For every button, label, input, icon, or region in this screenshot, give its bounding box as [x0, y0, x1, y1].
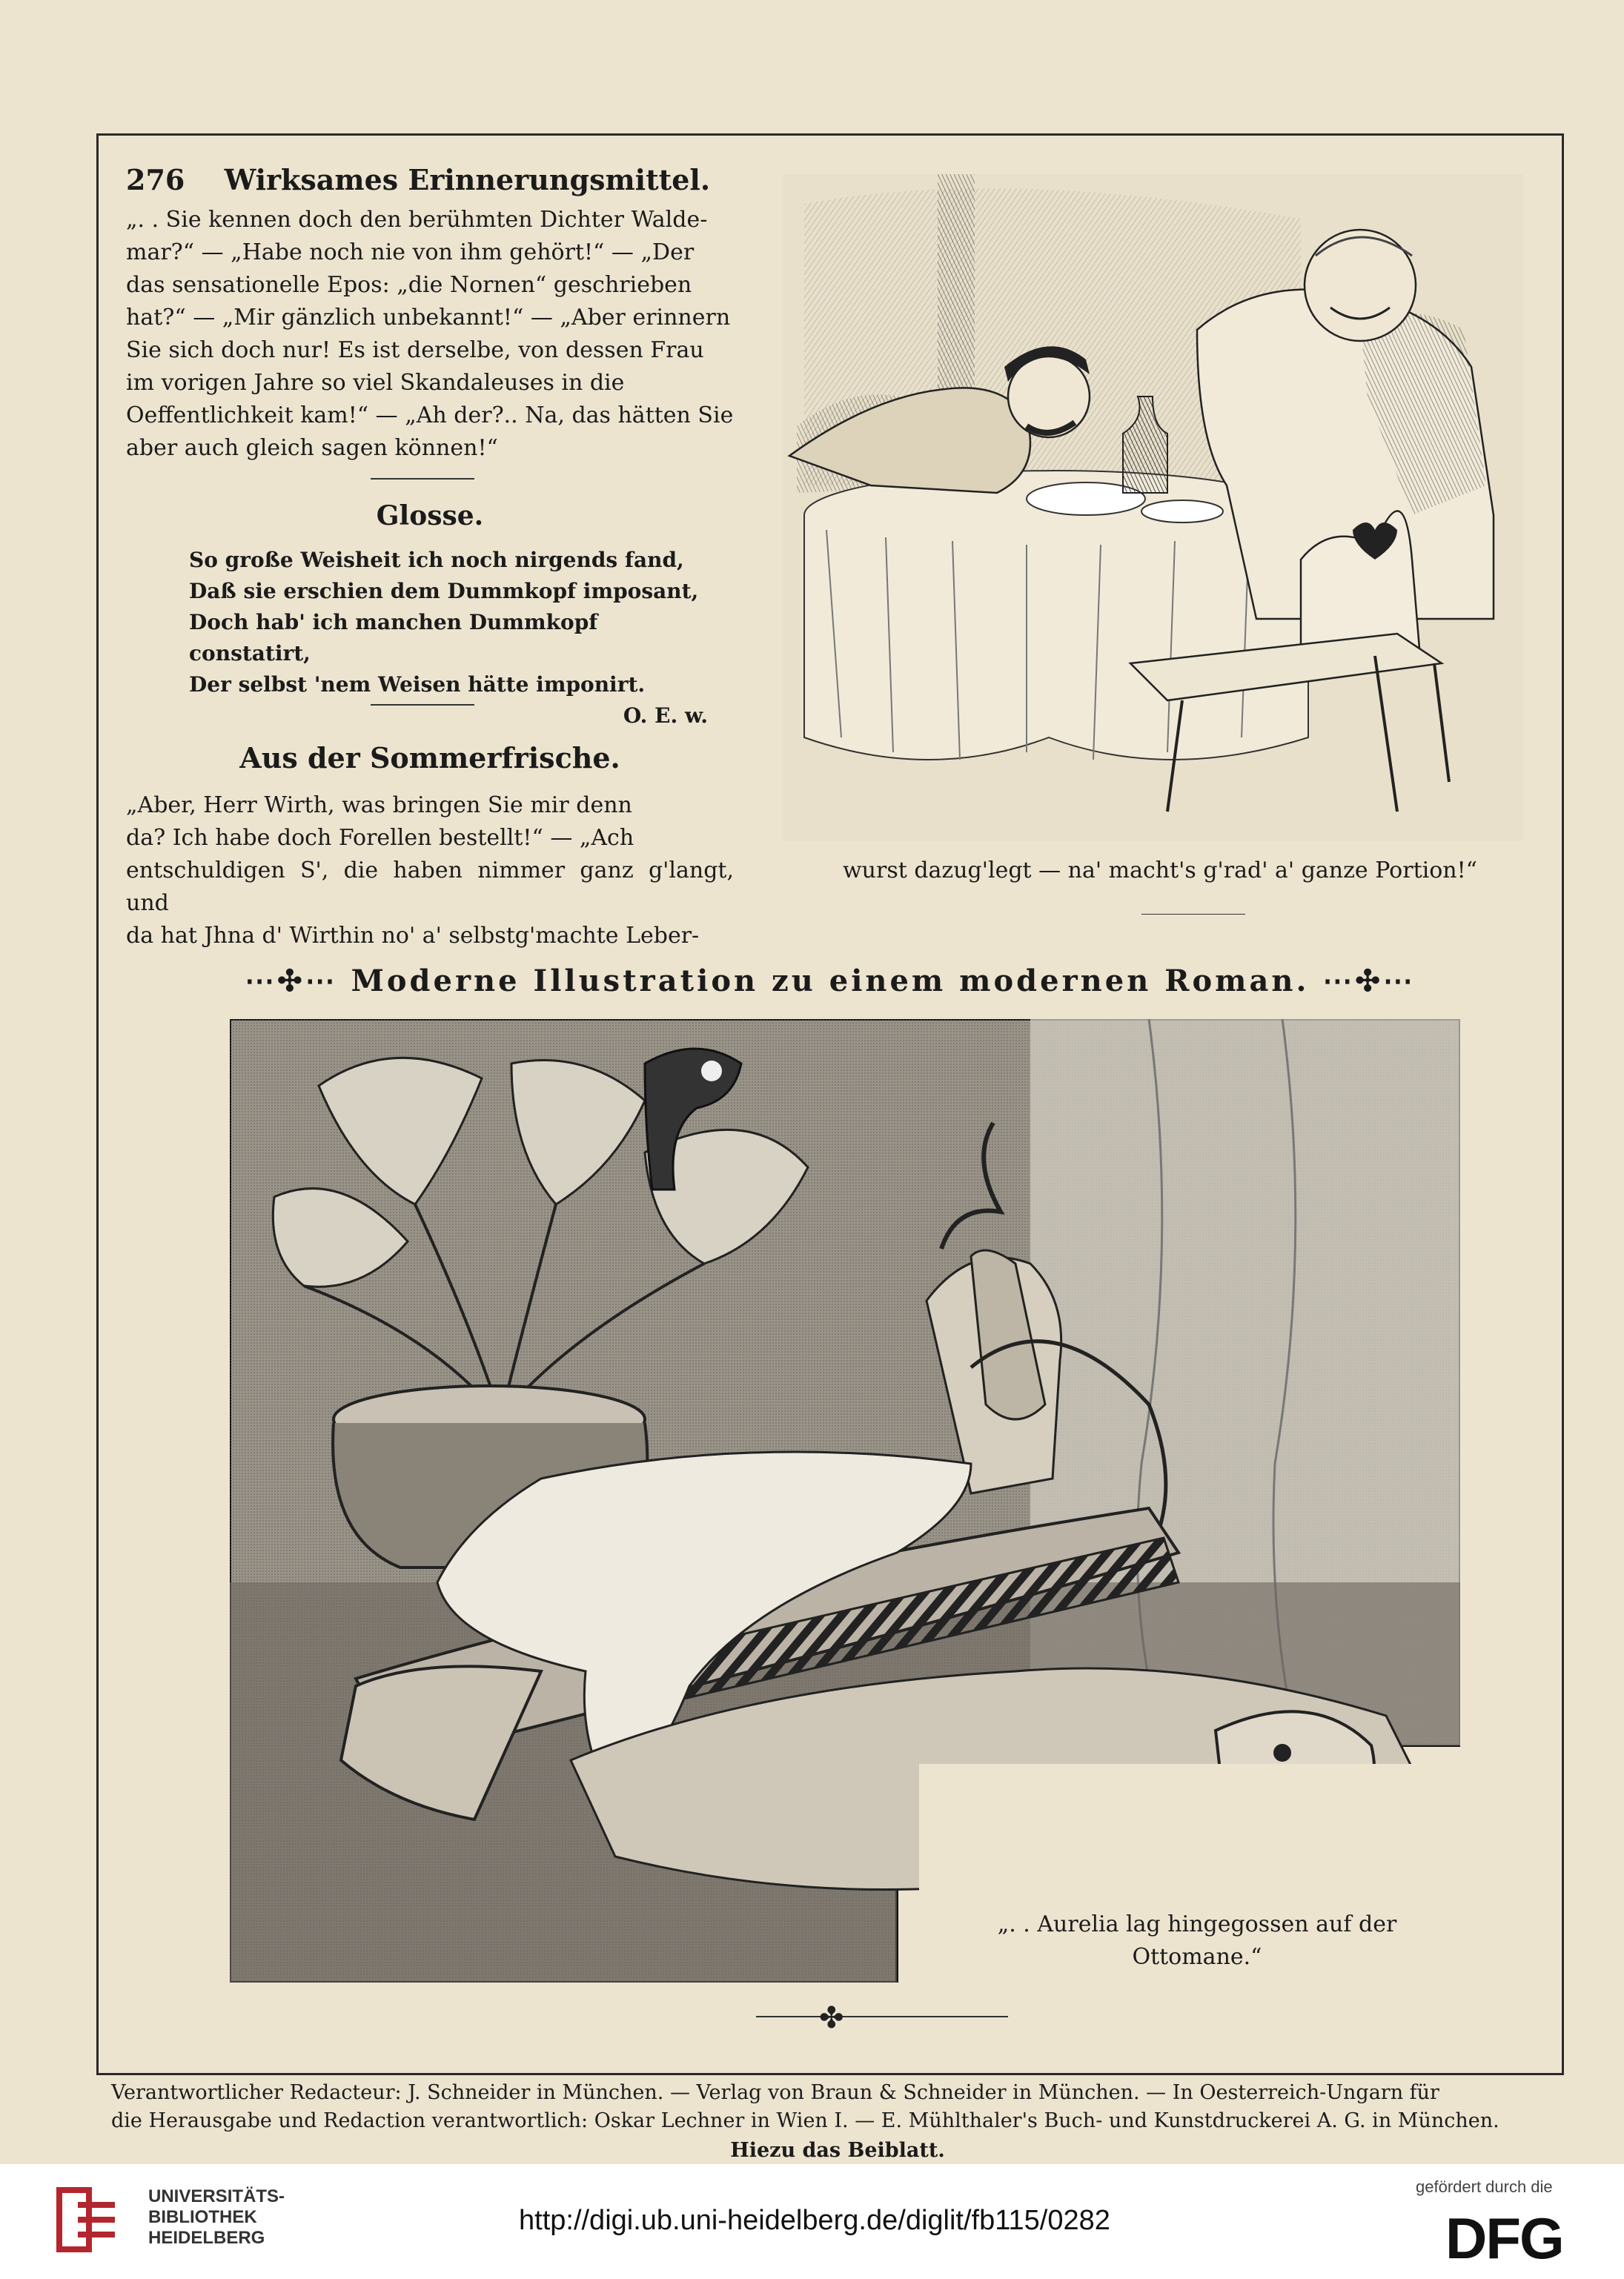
text-line: „Aber, Herr Wirth, was bringen Sie mir denn — [126, 792, 632, 818]
poem-signature: O. E. w. — [623, 703, 708, 728]
university-logo-icon — [44, 2183, 133, 2257]
divider — [371, 478, 474, 480]
sommerfrische-continuation: wurst dazug'legt — na' macht's g'rad' a' ganze Portion!“ — [843, 857, 1477, 883]
text-line: das sensationelle Epos: „die Nornen“ geschrieben — [126, 272, 692, 298]
text-line: Oeffentlichkeit kam!“ — „Ah der?.. Na, das hätten Sie — [126, 402, 734, 428]
illustration-banner — [96, 963, 1564, 998]
sommerfrische-text — [126, 789, 734, 952]
banner-title: Moderne Illustration zu einem modernen Roman. — [351, 963, 1310, 998]
text-line: „. . Sie kennen doch den berühmten Dichter Walde- — [126, 207, 708, 233]
text-line: im vorigen Jahre so viel Skandaleuses in die — [126, 370, 625, 396]
page-number: 276 — [126, 163, 185, 196]
library-name — [148, 2186, 285, 2249]
ornament-left-icon: ⋯✣⋯ — [245, 963, 351, 998]
ornament-right-icon: ⋯✣⋯ — [1322, 963, 1416, 998]
divider — [756, 2016, 1008, 2017]
article-text — [126, 204, 734, 465]
illustration-caption: „. . Aurelia lag hingegossen auf der Ottomane.“ — [997, 1911, 1397, 1970]
library-name-line: UNIVERSITÄTS- — [148, 2186, 285, 2206]
text-line: hat?“ — „Mir gänzlich unbekannt!“ — „Aber erinnern — [126, 305, 731, 331]
text-line: da? Ich habe doch Forellen bestellt!“ — „Ach — [126, 825, 634, 851]
text-line: entschuldigen S', die haben nimmer ganz g'langt, und — [126, 857, 734, 916]
text-line: Sie sich doch nur! Es ist derselbe, von dessen Frau — [126, 337, 704, 363]
library-name-line: HEIDELBERG — [148, 2228, 265, 2248]
tavern-illustration — [782, 174, 1523, 841]
permalink[interactable]: http://digi.ub.uni-heidelberg.de/diglit/fb115/0282 — [519, 2205, 1110, 2236]
library-name-line: BIBLIOTHEK — [148, 2207, 257, 2227]
divider — [371, 704, 474, 706]
ornament-icon: ✤ — [819, 2001, 844, 2035]
poem-line: Doch hab' ich manchen Dummkopf constatirt, — [189, 610, 598, 666]
divider — [1141, 914, 1245, 915]
page-header — [126, 163, 710, 196]
supplement-note: Hiezu das Beiblatt. — [730, 2139, 945, 2162]
imprint-line: die Herausgabe und Redaction verantwortlich: Oskar Lechner in Wien I. — E. Mühlthaler's Buch- und Kunstdruckerei A. G. in München. — [111, 2109, 1499, 2132]
article-title: Wirksames Erinnerungsmittel. — [224, 163, 711, 196]
poem-line: Der selbst 'nem Weisen hätte imponirt. — [189, 672, 646, 697]
text-line: mar?“ — „Habe noch nie von ihm gehört!“ — „Der — [126, 239, 695, 265]
imprint-line: Verantwortlicher Redacteur: J. Schneider in München. — Verlag von Braun & Schneider in München. — In Oesterreich-Ungarn für — [111, 2081, 1439, 2104]
ottomane-illustration — [230, 1019, 1460, 1983]
glosse-title: Glosse. — [376, 500, 484, 531]
dfg-logo: DFG — [1445, 2206, 1563, 2271]
funded-by-label: gefördert durch die — [1416, 2177, 1553, 2196]
poem-line: So große Weisheit ich noch nirgends fand, — [189, 548, 684, 572]
text-line: da hat Jhna d' Wirthin no' a' selbstg'machte Leber- — [126, 923, 700, 949]
poem-line: Daß sie erschien dem Dummkopf imposant, — [189, 579, 699, 603]
text-line: aber auch gleich sagen können!“ — [126, 435, 498, 461]
sommerfrische-title: Aus der Sommerfrische. — [239, 741, 620, 774]
